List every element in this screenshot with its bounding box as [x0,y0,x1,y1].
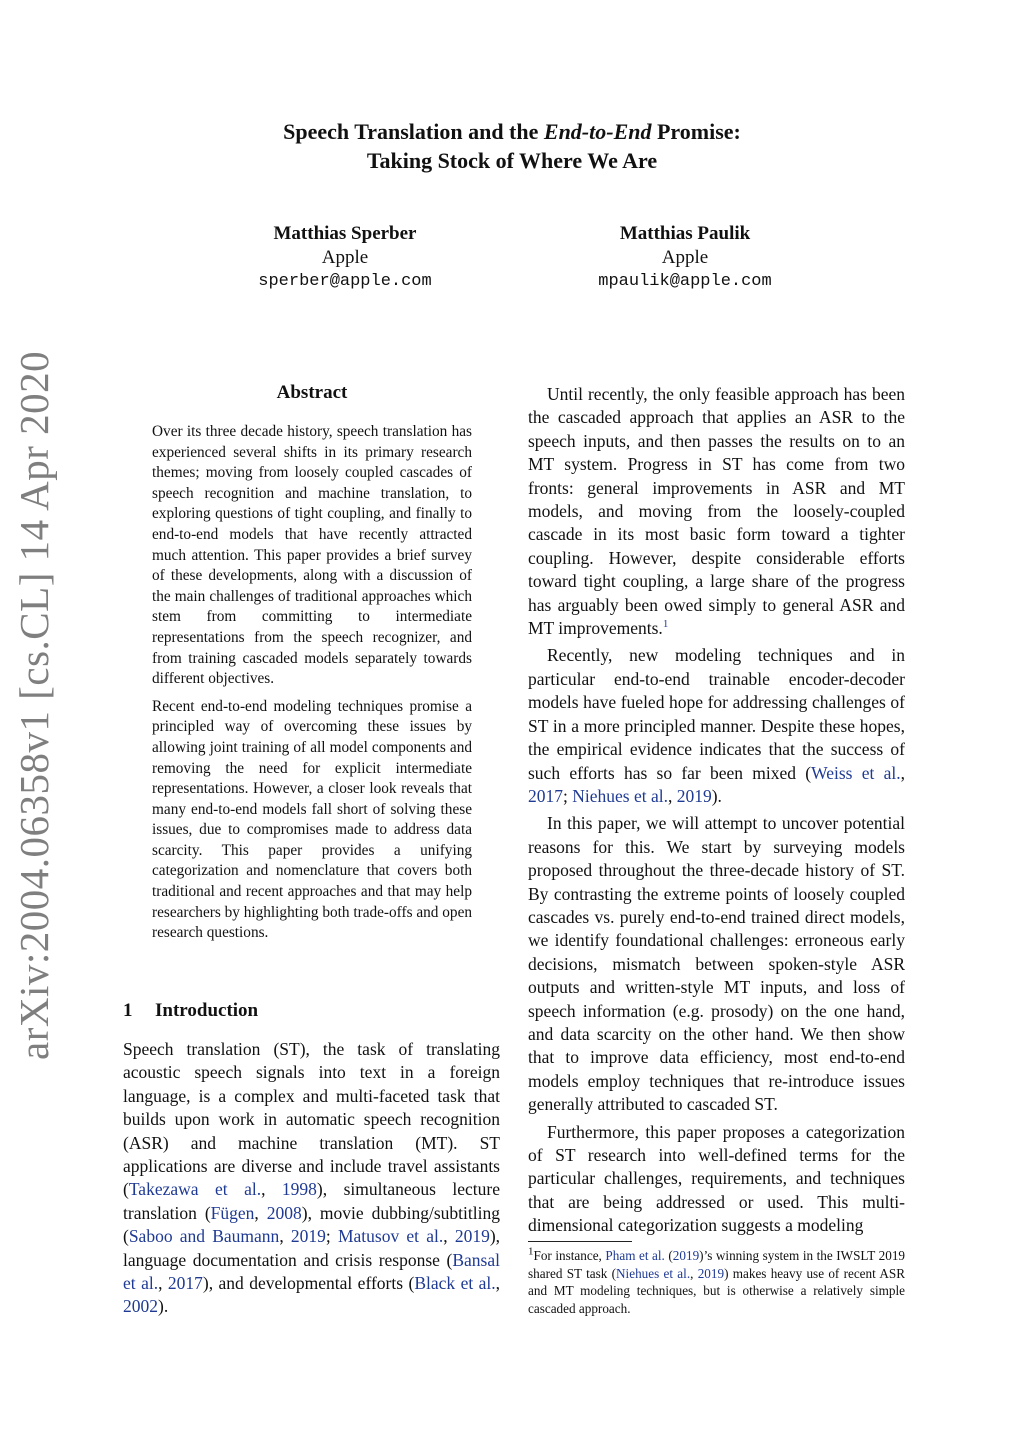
body-paragraph-1: Until recently, the only feasible approach has been the cascaded approach that applies an ASR to the speech inputs, and then passes the results on to an MT system. Progress in ST has come from two fronts: general improvements in ASR and MT models, and moving from the loosely-coupled cascade in its most basic form toward a tighter coupling. However, despite considerable efforts toward tight coupling, a large share of the progress has arguably been owed simply to general ASR and MT improvements.$^1$ [528,384,905,639]
abstract-paragraph-2: Recent end-to-end modeling techniques promise a principled way of overcoming these issues by allowing joint training of all model components and removing the need for explicit intermediate representations. However, a closer look reveals that many end-to-end models fall short of solving these issues, due to compromises made to address data scarcity. This paper provides a unifying categorization and nomenclature that covers both traditional and recent approaches and that may help researchers by highlighting both trade-offs and open research questions. [152,697,473,942]
citation-link[interactable]: 2017 [528,785,563,806]
title-line-1: Speech Translation and the End-to-End Promise: [283,119,741,144]
citation-link[interactable]: 2019 [454,1226,490,1247]
section-heading-introduction [123,1000,258,1022]
citation-link[interactable]: Pham et al. [605,1248,665,1263]
abstract-heading: Abstract [276,382,348,403]
abstract-paragraph-1: Over its three decade history, speech translation has experienced several shifts in its primary research themes; moving from loosely coupled cascades of speech recognition and machine translation, to exploring questions of tight coupling, and finally to end-to-end models that have recently attracted much attention. This paper provides a brief survey of these developments, along with a discussion of the main challenges of traditional approaches which stem from committing to intermediate representations from the speech recognizer, and from training cascaded models separately towards different objectives. [152,423,472,688]
citation-link[interactable]: Takezawa et al. [128,1179,262,1200]
author-email[interactable]: sperber@apple.com [258,272,432,291]
citation-link[interactable]: Black et al. [414,1273,496,1294]
citation-link[interactable]: 2017 [167,1273,203,1294]
author-affiliation: Apple [321,247,369,268]
author-name: Matthias Sperber [273,223,417,244]
citation-link[interactable]: 2019 [697,1265,725,1281]
citation-link[interactable]: Bansal et al. [123,1249,500,1294]
intro-paragraph: Speech translation (ST), the task of translating acoustic speech signals into text in a foreign language, is a complex and multi-faceted task that builds upon work in automatic speech recognition (ASR) and machine translation (MT). ST applications are diverse and include travel assistants (Takezawa et al., 1998), simultaneous lecture translation (Fügen, 2008), movie dubbing/subtitling (Saboo and Baumann, 2019; Matusov et al., 2019), language documentation and crisis response (Bansal et al., 2017), and developmental efforts (Black et al., 2002). [123,1039,501,1317]
citation-link[interactable]: 1998 [281,1179,317,1200]
footnote: $^1$For instance, Pham et al. (2019)’s winning system in the IWSLT 2019 shared ST task (Niehues et al., 2019) makes heavy use of recent ASR and MT modeling techniques, but is otherwise a relatively simple cascaded approach. [528,1245,906,1316]
right-column-body [528,383,905,1242]
author-name: Matthias Paulik [619,223,751,244]
body-paragraph-4: Furthermore, this paper proposes a categorization of ST research into well-defined terms for the particular challenges, requirements, and techniques that are being addressed or used. This multi-dimensional categorization suggests a modeling [528,1121,905,1236]
abstract-body [152,422,472,951]
section-number: 1 [123,1000,133,1021]
section-title: Introduction [155,1000,259,1021]
intro-body [123,1038,500,1319]
citation-link[interactable]: Saboo and Baumann [128,1226,280,1247]
footnote-divider [528,1241,632,1242]
body-paragraph-2: Recently, new modeling techniques and in particular end-to-end trainable encoder-decoder models have fueled hope for addressing challenges of ST in a more principled manner. Despite these hopes, the empirical evidence indicates that the success of such efforts has so far been mixed (Weiss et al., 2017; Niehues et al., 2019). [528,645,906,806]
title-line-2: Taking Stock of Where We Are [366,148,658,173]
citation-link[interactable]: Niehues et al. [572,785,668,806]
author-email[interactable]: mpaulik@apple.com [598,272,772,291]
citation-link[interactable]: 2008 [266,1202,302,1223]
author-affiliation: Apple [661,247,709,268]
citation-link[interactable]: Fügen [210,1202,255,1223]
citation-link[interactable]: Niehues et al. [616,1265,691,1281]
citation-link[interactable]: Matusov et al. [337,1226,444,1247]
citation-link[interactable]: Weiss et al. [811,762,901,783]
citation-link[interactable]: 2019 [676,785,712,806]
author-2 [515,222,855,294]
paper-title [0,117,1024,175]
footnote-marker[interactable]: 1 [662,618,669,631]
citation-link[interactable]: 2019 [290,1226,326,1247]
arxiv-stamp: arXiv:2004.06358v1 [cs.CL] 14 Apr 2020 [11,350,57,1060]
footnote-number: 1 [528,1245,534,1258]
citation-link[interactable]: 2002 [123,1296,158,1317]
author-1 [175,222,515,294]
body-paragraph-3: In this paper, we will attempt to uncover potential reasons for this. We start by surveying models proposed throughout the three-decade history of ST. By contrasting the extreme points of loosely coupled cascades vs. purely end-to-end trained direct models, we identify foundational challenges: erroneous early decisions, mismatch between spoken-style ASR outputs and written-style MT inputs, and loss of speech information (e.g. prosody) on the one hand, and data scarcity on the other hand. We then show that to improve data efficiency, most end-to-end models employ techniques that re-introduce issues generally attributed to cascaded ST. [528,813,905,1115]
citation-link[interactable]: 2019 [672,1248,700,1263]
